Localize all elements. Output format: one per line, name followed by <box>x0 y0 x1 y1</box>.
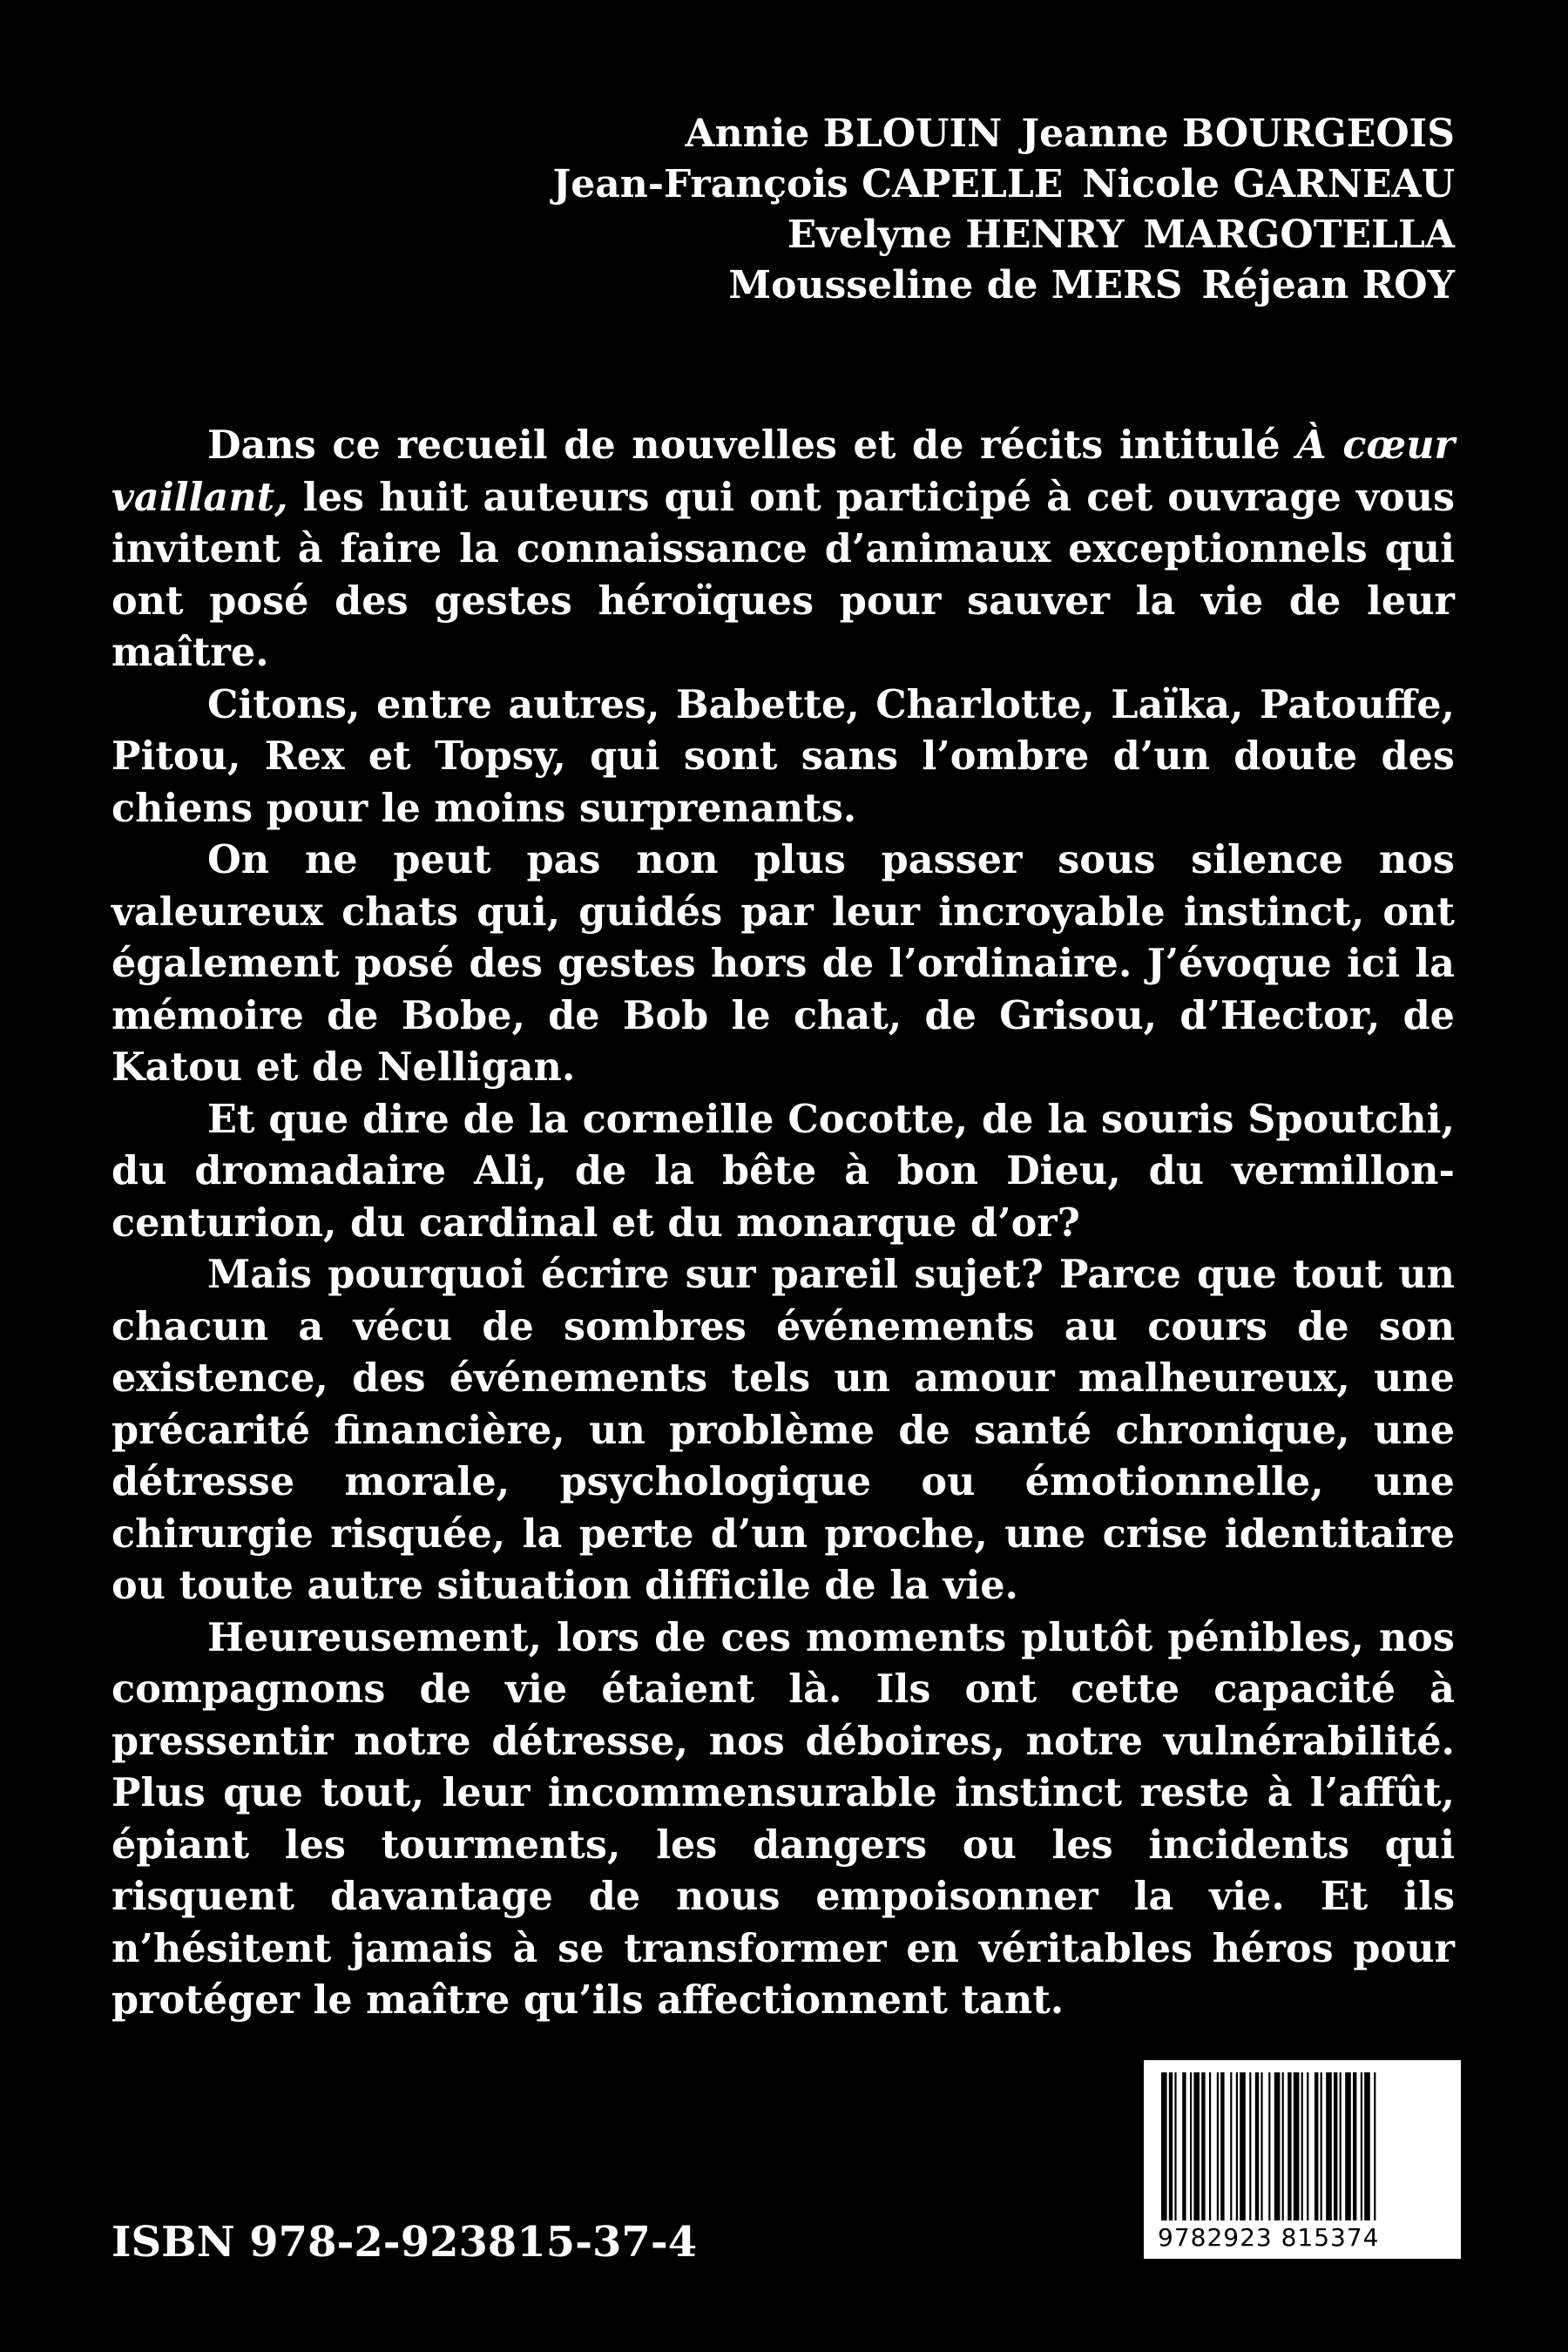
barcode-bar <box>1374 2072 1375 2220</box>
barcode-bar <box>1353 2072 1356 2220</box>
blurb-paragraph: Mais pourquoi écrire sur pareil sujet? Parce que tout un chacun a vécu de sombres événements au cours de son existence, des événements tels un amour malheureux, une précarité financière, un problème de santé chronique, une détresse morale, psychologique ou émotionnelle, une chirurgie risquée, la perte d’un proche, une crise identitaire ou toute autre situation difficile de la vie. <box>112 1252 1455 1608</box>
barcode-bar <box>1282 2072 1284 2220</box>
barcode-bar <box>1364 2072 1370 2220</box>
barcode-digits: 9782923 815374 <box>1158 2223 1380 2252</box>
barcode-bar <box>1321 2072 1322 2220</box>
barcode-bar <box>1169 2072 1173 2220</box>
blurb-paragraph: Heureusement, lors de ces moments plutôt pénibles, nos compagnons de vie étaient là. Ils ont cette capacité à pressentir notre détresse, nos déboires, notre vulnérabilité. Plus que tout, leur incommensurable instinct reste à l’affût, épiant les tourments, les dangers ou les incidents qui risquent davantage de nous empoisonner la vie. Et ils n’hésitent jamais à se transformer en véritables héros pour protéger le maître qu’ils affectionnent tant. <box>112 1614 1455 2023</box>
barcode-bar <box>1340 2072 1342 2220</box>
barcode-bar <box>1301 2072 1303 2220</box>
barcode-bar <box>1260 2072 1262 2220</box>
blurb-text: les huit auteurs qui ont participé à cet ouvrage vous invitent à faire la connaissance d’animaux exceptionnels qui ont posé des gestes héroïques pour sauver la vie de leur maître. <box>112 474 1455 675</box>
blurb-paragraph: Citons, entre autres, Babette, Charlotte, Laïka, Patouffe, Pitou, Rex et Topsy, qui sont sans l’ombre d’un doute des chiens pour le moins surprenants. <box>112 681 1455 831</box>
barcode-bar <box>1182 2072 1186 2220</box>
barcode-bar <box>1220 2072 1224 2220</box>
barcode-bar <box>1190 2072 1192 2220</box>
barcode-bar <box>1230 2072 1232 2220</box>
barcode-bar <box>1193 2072 1200 2220</box>
barcode-bar <box>1255 2072 1259 2220</box>
barcode-bar <box>1209 2072 1211 2220</box>
book-title: À cœur vaillant, <box>112 422 1456 520</box>
author-name: Nicole GARNEAU <box>1082 162 1455 206</box>
barcode-bar <box>1288 2072 1291 2220</box>
barcode-bar <box>1201 2072 1205 2220</box>
author-name: Evelyne HENRY <box>787 213 1125 257</box>
author-name: Annie BLOUIN <box>685 112 1003 156</box>
isbn-label: ISBN 978-2-923815-37-4 <box>112 2218 698 2267</box>
blurb-text: Dans ce recueil de nouvelles et de récits intitulé <box>207 422 1297 468</box>
barcode-bar <box>1326 2072 1332 2220</box>
barcode-bar <box>1268 2072 1270 2220</box>
barcode-bar <box>1161 2072 1167 2220</box>
author-line <box>235 109 1455 159</box>
barcode-bar <box>1307 2072 1308 2220</box>
author-line <box>235 210 1455 260</box>
blurb-paragraph: On ne peut pas non plus passer sous silence nos valeureux chats qui, guidés par leur incroyable instinct, ont également posé des gestes hors de l’ordinaire. J’évoque ici la mémoire de Bobe, de Bob le chat, de Grisou, d’Hector, de Katou et de Nelligan. <box>112 837 1455 1090</box>
back-cover-blurb <box>112 420 1455 2027</box>
author-line <box>235 260 1455 311</box>
barcode-bar <box>1294 2072 1300 2220</box>
barcode-bar <box>1217 2072 1219 2220</box>
barcode-bar <box>1345 2072 1351 2220</box>
barcode-bar <box>1274 2072 1281 2220</box>
author-name: Jeanne BOURGEOIS <box>1021 112 1455 156</box>
blurb-paragraph <box>112 420 1455 679</box>
author-name: MARGOTELLA <box>1143 213 1455 257</box>
author-list <box>235 109 1455 311</box>
barcode-bar <box>1315 2072 1318 2220</box>
barcode <box>1144 2060 1461 2259</box>
blurb-paragraph: Et que dire de la corneille Cocotte, de la souris Spoutchi, du dromadaire Ali, de la bête à bon Dieu, du vermillon-centurion, du cardinal et du monarque d’or? <box>112 1096 1455 1246</box>
barcode-bar <box>1240 2072 1246 2220</box>
barcode-bar <box>1249 2072 1251 2220</box>
barcode-bar <box>1236 2072 1238 2220</box>
author-line <box>235 159 1455 210</box>
author-name: Réjean ROY <box>1201 263 1455 308</box>
barcode-bar <box>1334 2072 1337 2220</box>
barcode-bar <box>1361 2072 1362 2220</box>
barcode-bar <box>1174 2072 1176 2220</box>
author-name: Mousseline de MERS <box>728 263 1183 308</box>
author-name: Jean-François CAPELLE <box>552 162 1064 206</box>
